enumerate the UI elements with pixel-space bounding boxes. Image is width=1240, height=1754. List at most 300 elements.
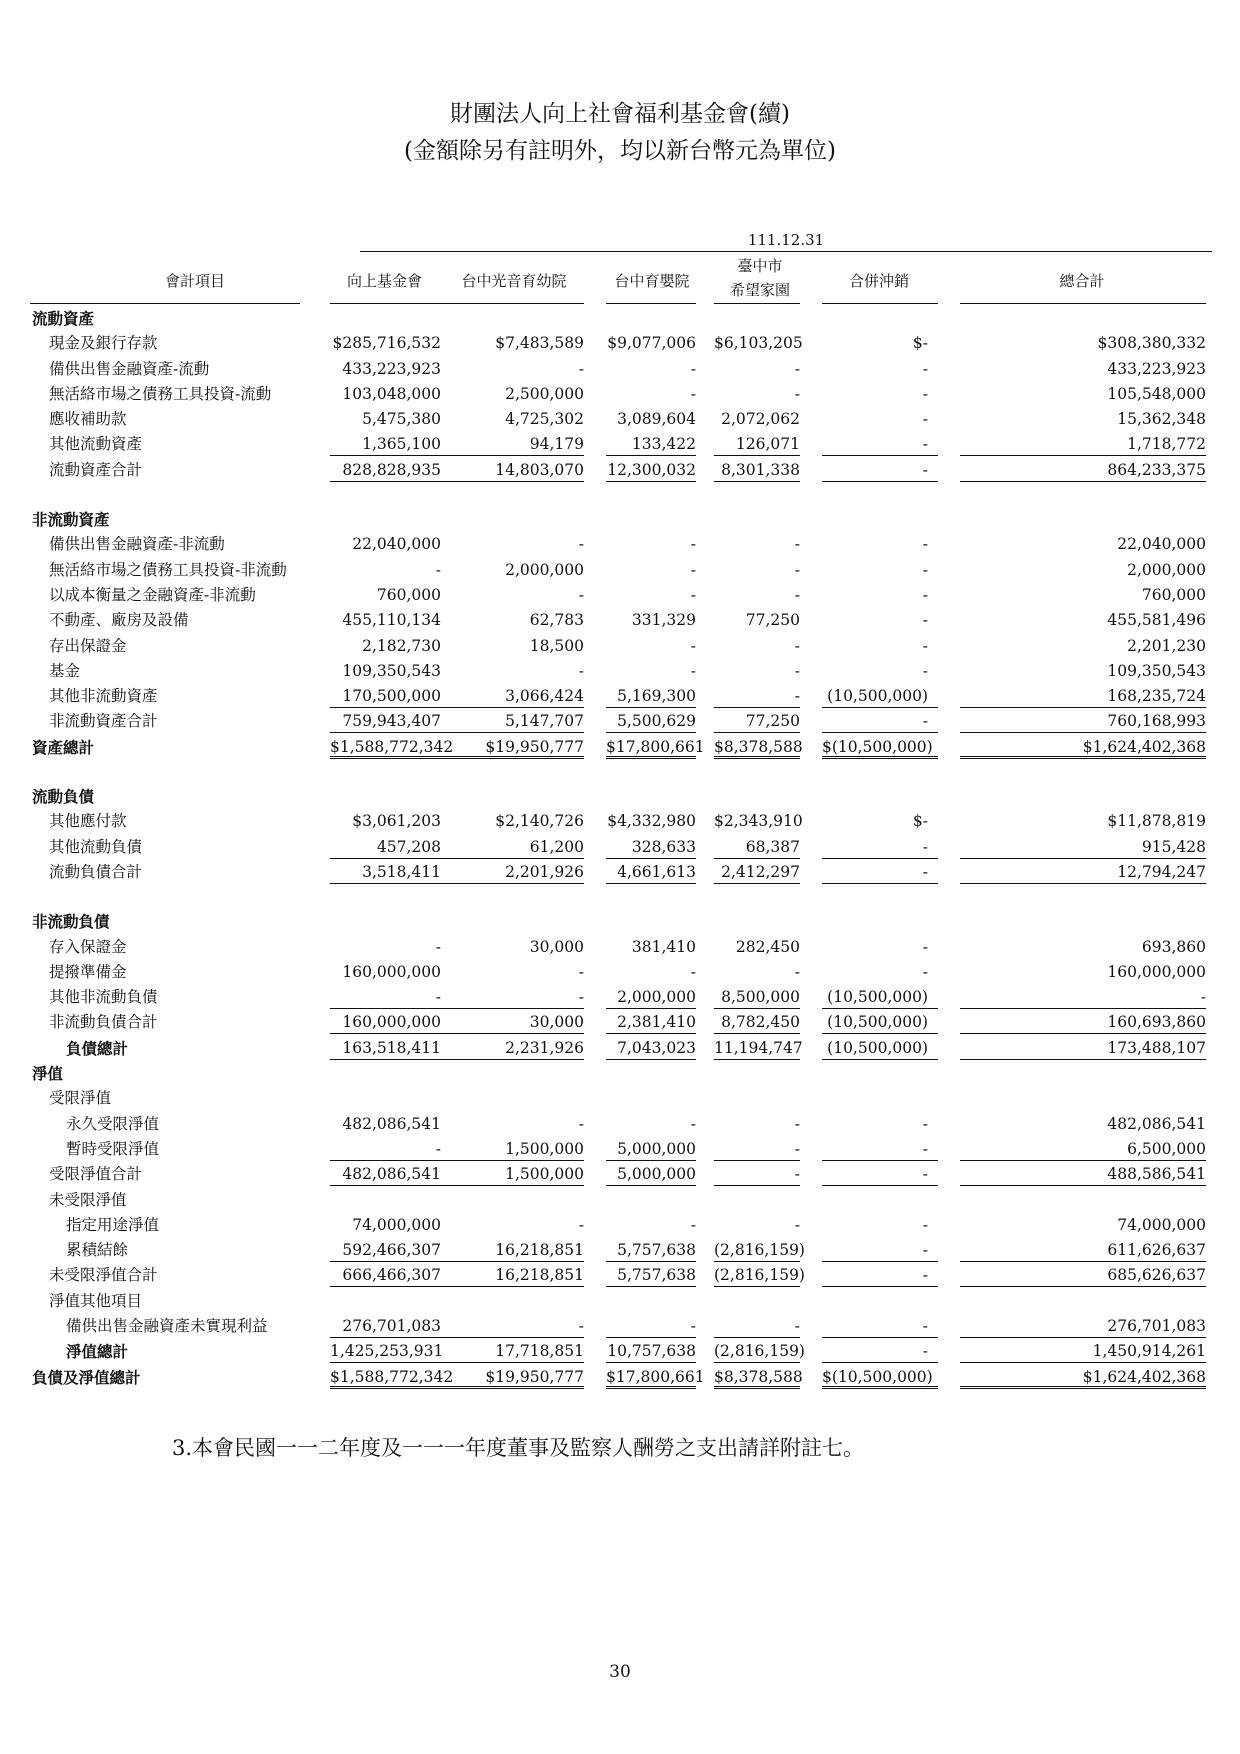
cell-elimination: -	[822, 458, 938, 482]
cell-hope-home: (2,816,159)	[714, 1339, 800, 1363]
cell-guangyin-orphanage: -	[578, 1114, 584, 1133]
cell-foundation: 276,701,083	[330, 1314, 441, 1338]
table-row	[30, 1289, 1212, 1314]
cell-foundation: $285,716,532	[332, 334, 441, 353]
header-underline	[960, 303, 1206, 304]
cell-infant-home: -	[606, 1314, 696, 1338]
header-underline	[714, 303, 800, 304]
header-underline	[606, 303, 696, 304]
cell-infant-home: $4,332,980	[607, 812, 696, 831]
row-label: 資產總計	[32, 737, 95, 757]
cell-infant-home: 5,500,629	[606, 709, 696, 733]
table-row	[30, 1213, 1212, 1238]
table-row	[30, 558, 1212, 583]
cell-foundation: 455,110,134	[342, 611, 441, 630]
cell-guangyin-orphanage: 17,718,851	[438, 1339, 584, 1363]
cell-foundation: $1,588,772,342	[330, 1365, 441, 1389]
cell-hope-home: -	[794, 661, 800, 680]
spacer-row	[30, 483, 1212, 507]
cell-elimination: (10,500,000)	[822, 1036, 938, 1060]
column-header	[30, 252, 1212, 306]
table-row	[30, 1365, 1212, 1390]
cell-total: 455,581,496	[1107, 611, 1206, 630]
row-label: 累積結餘	[66, 1241, 129, 1260]
cell-guangyin-orphanage: 4,725,302	[505, 410, 584, 429]
cell-foundation: 482,086,541	[342, 1114, 441, 1133]
table-row	[30, 784, 1212, 809]
cell-foundation: 170,500,000	[330, 684, 441, 708]
cell-infant-home: -	[690, 585, 696, 604]
cell-total: 105,548,000	[1107, 384, 1206, 403]
table-row	[30, 1339, 1212, 1364]
financial-table	[30, 228, 1212, 1390]
row-label: 受限淨值	[49, 1089, 112, 1108]
cell-infant-home: 5,757,638	[606, 1263, 696, 1287]
cell-foundation: 666,466,307	[330, 1263, 441, 1287]
cell-infant-home: $9,077,006	[607, 334, 696, 353]
row-label: 流動資產合計	[49, 460, 143, 479]
cell-guangyin-orphanage: 1,500,000	[438, 1162, 584, 1186]
cell-hope-home: 77,250	[745, 611, 800, 630]
cell-foundation: -	[435, 560, 441, 579]
cell-infant-home: 7,043,023	[606, 1036, 696, 1060]
cell-guangyin-orphanage: $19,950,777	[438, 735, 584, 759]
cell-elimination: -	[922, 937, 928, 956]
table-row	[30, 1238, 1212, 1263]
cell-elimination: $-	[912, 334, 928, 353]
cell-guangyin-orphanage: 30,000	[438, 1010, 584, 1034]
cell-guangyin-orphanage: -	[438, 985, 584, 1009]
row-label: 基金	[49, 661, 81, 680]
cell-hope-home: (2,816,159)	[714, 1238, 800, 1262]
cell-foundation: 160,000,000	[330, 1010, 441, 1034]
cell-elimination: $(10,500,000)	[822, 1365, 938, 1389]
cell-total: 109,350,543	[1107, 661, 1206, 680]
row-label: 淨值其他項目	[49, 1291, 143, 1310]
cell-total: 488,586,541	[960, 1162, 1206, 1186]
row-label: 其他流動負債	[49, 837, 143, 856]
cell-hope-home: 282,450	[735, 937, 800, 956]
cell-infant-home: 3,089,604	[617, 410, 696, 429]
cell-elimination: -	[822, 1137, 938, 1161]
footnote: 3.本會民國一一二年度及一一一年度董事及監察人酬勞之支出請詳附註七。	[172, 1436, 865, 1460]
cell-foundation: 482,086,541	[330, 1162, 441, 1186]
cell-hope-home: -	[794, 1215, 800, 1234]
cell-guangyin-orphanage: -	[578, 535, 584, 554]
cell-hope-home: (2,816,159)	[714, 1263, 800, 1287]
cell-elimination: -	[922, 611, 928, 630]
cell-guangyin-orphanage: 16,218,851	[438, 1238, 584, 1262]
cell-infant-home: -	[690, 1114, 696, 1133]
row-label: 其他非流動負債	[49, 988, 158, 1007]
row-label: 應收補助款	[49, 410, 127, 429]
header-hope-home-line1: 臺中市	[737, 257, 783, 275]
cell-infant-home: 381,410	[631, 937, 696, 956]
row-label: 不動產、廠房及設備	[49, 611, 189, 630]
table-row	[30, 985, 1212, 1010]
cell-elimination: -	[922, 359, 928, 378]
cell-elimination: -	[822, 709, 938, 733]
cell-infant-home: -	[690, 560, 696, 579]
cell-hope-home: -	[794, 962, 800, 981]
cell-total: 915,428	[960, 835, 1206, 859]
row-label: 備供出售金融資產-非流動	[49, 535, 225, 554]
row-label: 存入保證金	[49, 937, 127, 956]
row-label: 負債總計	[66, 1038, 129, 1058]
table-row	[30, 1112, 1212, 1137]
cell-hope-home: -	[794, 384, 800, 403]
cell-hope-home: $2,343,910	[714, 812, 803, 831]
cell-hope-home: -	[794, 585, 800, 604]
header-underline	[438, 303, 584, 304]
row-label: 流動負債	[32, 787, 95, 807]
cell-hope-home: -	[794, 359, 800, 378]
table-row	[30, 1162, 1212, 1187]
table-row	[30, 306, 1212, 331]
cell-elimination: -	[922, 410, 928, 429]
cell-guangyin-orphanage: -	[578, 1215, 584, 1234]
cell-foundation: -	[435, 937, 441, 956]
cell-total: 6,500,000	[960, 1137, 1206, 1161]
cell-infant-home: 133,422	[606, 432, 696, 456]
cell-total: 760,000	[1141, 585, 1206, 604]
table-row	[30, 684, 1212, 709]
cell-total: 15,362,348	[1117, 410, 1206, 429]
cell-foundation: 160,000,000	[342, 962, 441, 981]
cell-total: $308,380,332	[1097, 334, 1206, 353]
header-underline	[822, 303, 938, 304]
cell-guangyin-orphanage: -	[578, 585, 584, 604]
cell-infant-home: 5,169,300	[606, 684, 696, 708]
header-hope-home	[706, 254, 814, 302]
cell-total: 2,000,000	[1127, 560, 1206, 579]
cell-total: 74,000,000	[1117, 1215, 1206, 1234]
header-underline	[330, 303, 441, 304]
cell-hope-home: $8,378,588	[714, 735, 800, 759]
table-row	[30, 1263, 1212, 1288]
cell-total: 160,693,860	[960, 1010, 1206, 1034]
row-label: 現金及銀行存款	[49, 334, 158, 353]
cell-total: 168,235,724	[960, 684, 1206, 708]
table-row	[30, 458, 1212, 483]
cell-infant-home: 12,300,032	[606, 458, 696, 482]
cell-infant-home: 10,757,638	[606, 1339, 696, 1363]
cell-foundation: 74,000,000	[352, 1215, 441, 1234]
row-label: 未受限淨值合計	[49, 1266, 158, 1285]
cell-infant-home: -	[690, 636, 696, 655]
row-label: 備供出售金融資產-流動	[49, 359, 210, 378]
cell-elimination: -	[822, 1314, 938, 1338]
cell-total: -	[960, 985, 1206, 1009]
cell-elimination: (10,500,000)	[822, 1010, 938, 1034]
cell-guangyin-orphanage: 62,783	[529, 611, 584, 630]
cell-hope-home: 8,301,338	[714, 458, 800, 482]
table-row	[30, 935, 1212, 960]
table-row	[30, 709, 1212, 734]
cell-elimination: -	[822, 432, 938, 456]
cell-infant-home: 328,633	[606, 835, 696, 859]
cell-hope-home: 8,782,450	[714, 1010, 800, 1034]
cell-foundation: -	[330, 985, 441, 1009]
cell-infant-home: $17,800,661	[606, 735, 696, 759]
row-label: 非流動負債	[32, 912, 110, 932]
cell-hope-home: -	[794, 560, 800, 579]
table-row	[30, 835, 1212, 860]
table-row	[30, 357, 1212, 382]
cell-infant-home: 2,000,000	[606, 985, 696, 1009]
spacer-row	[30, 885, 1212, 909]
row-label: 無活絡市場之債務工具投資-流動	[49, 384, 272, 403]
header-infant-home: 台中育嬰院	[614, 272, 690, 290]
report-title: 財團法人向上社會福利基金會(續)	[450, 101, 790, 127]
cell-infant-home: 4,661,613	[606, 860, 696, 884]
header-item: 會計項目	[164, 272, 225, 290]
cell-total: 22,040,000	[1117, 535, 1206, 554]
cell-elimination: -	[922, 636, 928, 655]
table-row	[30, 659, 1212, 684]
cell-hope-home: -	[794, 636, 800, 655]
row-label: 非流動資產合計	[49, 712, 158, 731]
header-foundation: 向上基金會	[346, 272, 422, 290]
cell-infant-home: 2,381,410	[606, 1010, 696, 1034]
cell-elimination: -	[922, 384, 928, 403]
cell-elimination: -	[922, 560, 928, 579]
cell-infant-home: -	[690, 1215, 696, 1234]
cell-guangyin-orphanage: 5,147,707	[438, 709, 584, 733]
row-label: 負債及淨值總計	[32, 1367, 141, 1387]
header-total: 總合計	[1059, 272, 1105, 290]
table-row	[30, 608, 1212, 633]
cell-foundation: 2,182,730	[362, 636, 441, 655]
cell-infant-home: 5,000,000	[606, 1162, 696, 1186]
cell-infant-home: -	[690, 384, 696, 403]
cell-total: $11,878,819	[1107, 812, 1206, 831]
cell-foundation: 759,943,407	[330, 709, 441, 733]
cell-total: 160,000,000	[1107, 962, 1206, 981]
cell-infant-home: -	[690, 661, 696, 680]
cell-foundation: 5,475,380	[362, 410, 441, 429]
table-row	[30, 809, 1212, 834]
table-row	[30, 532, 1212, 557]
cell-total: 173,488,107	[960, 1036, 1206, 1060]
cell-elimination: $(10,500,000)	[822, 735, 938, 759]
table-row	[30, 1036, 1212, 1061]
cell-infant-home: -	[690, 962, 696, 981]
row-label: 以成本衡量之金融資產-非流動	[49, 585, 256, 604]
cell-total: 611,626,637	[960, 1238, 1206, 1262]
cell-guangyin-orphanage: 2,201,926	[438, 860, 584, 884]
cell-hope-home: $6,103,205	[714, 334, 803, 353]
cell-elimination: -	[922, 1114, 928, 1133]
cell-foundation: 433,223,923	[342, 359, 441, 378]
cell-elimination: -	[922, 585, 928, 604]
table-row	[30, 432, 1212, 457]
spacer-row	[30, 760, 1212, 784]
row-label: 流動負債合計	[49, 862, 143, 881]
cell-hope-home: -	[794, 535, 800, 554]
table-body	[30, 306, 1212, 1390]
cell-guangyin-orphanage: -	[438, 1314, 584, 1338]
cell-hope-home: -	[714, 1314, 800, 1338]
cell-total: 1,450,914,261	[960, 1339, 1206, 1363]
row-label: 流動資產	[32, 309, 95, 328]
cell-infant-home: 5,000,000	[606, 1137, 696, 1161]
cell-foundation: 592,466,307	[330, 1238, 441, 1262]
cell-elimination: -	[822, 1162, 938, 1186]
cell-foundation: 3,518,411	[330, 860, 441, 884]
header-guangyin-orphanage: 台中光音育幼院	[461, 272, 567, 290]
cell-foundation: 828,828,935	[330, 458, 441, 482]
cell-infant-home: -	[690, 359, 696, 378]
row-label: 非流動負債合計	[49, 1013, 158, 1032]
table-row	[30, 583, 1212, 608]
row-label: 指定用途淨值	[66, 1215, 160, 1234]
table-row	[30, 1061, 1212, 1086]
cell-elimination: -	[822, 1263, 938, 1287]
row-label: 無活絡市場之債務工具投資-非流動	[49, 560, 287, 579]
cell-hope-home: 8,500,000	[714, 985, 800, 1009]
cell-hope-home: 77,250	[714, 709, 800, 733]
cell-guangyin-orphanage: 61,200	[438, 835, 584, 859]
table-row	[30, 909, 1212, 934]
cell-infant-home: 5,757,638	[606, 1238, 696, 1262]
cell-guangyin-orphanage: 3,066,424	[438, 684, 584, 708]
cell-infant-home: -	[690, 535, 696, 554]
cell-hope-home: 11,194,747	[714, 1036, 800, 1060]
cell-elimination: -	[922, 962, 928, 981]
row-label: 存出保證金	[49, 636, 127, 655]
table-row	[30, 860, 1212, 885]
table-row	[30, 1188, 1212, 1213]
table-row	[30, 634, 1212, 659]
cell-elimination: $-	[912, 812, 928, 831]
cell-guangyin-orphanage: 1,500,000	[438, 1137, 584, 1161]
row-label: 受限淨值合計	[49, 1165, 143, 1184]
cell-guangyin-orphanage: -	[578, 962, 584, 981]
row-label: 永久受限淨值	[66, 1114, 160, 1133]
date-header	[30, 228, 1212, 252]
cell-guangyin-orphanage: 30,000	[529, 937, 584, 956]
cell-total: $1,624,402,368	[960, 735, 1206, 759]
cell-guangyin-orphanage: $2,140,726	[495, 812, 584, 831]
row-label: 暫時受限淨值	[66, 1139, 160, 1158]
cell-elimination: -	[822, 835, 938, 859]
cell-total: 693,860	[1141, 937, 1206, 956]
cell-guangyin-orphanage: -	[578, 661, 584, 680]
cell-foundation: 1,425,253,931	[330, 1339, 441, 1363]
header-elimination: 合併沖銷	[848, 272, 909, 290]
cell-hope-home: 2,412,297	[714, 860, 800, 884]
table-row	[30, 507, 1212, 532]
cell-elimination: -	[822, 1339, 938, 1363]
cell-elimination: (10,500,000)	[822, 985, 938, 1009]
cell-total: $1,624,402,368	[960, 1365, 1206, 1389]
row-label: 其他流動資產	[49, 435, 143, 454]
cell-total: 2,201,230	[1127, 636, 1206, 655]
cell-infant-home: 331,329	[631, 611, 696, 630]
cell-guangyin-orphanage: 94,179	[438, 432, 584, 456]
report-date: 111.12.31	[747, 231, 825, 249]
cell-total: 685,626,637	[960, 1263, 1206, 1287]
cell-elimination: -	[922, 1215, 928, 1234]
cell-hope-home: 68,387	[714, 835, 800, 859]
header-underline	[30, 303, 300, 304]
cell-guangyin-orphanage: -	[578, 359, 584, 378]
cell-hope-home: 2,072,062	[721, 410, 800, 429]
table-row	[30, 382, 1212, 407]
cell-guangyin-orphanage: $7,483,589	[495, 334, 584, 353]
cell-foundation: 457,208	[330, 835, 441, 859]
row-label: 未受限淨值	[49, 1190, 127, 1209]
table-row	[30, 1010, 1212, 1035]
cell-total: 276,701,083	[960, 1314, 1206, 1338]
cell-guangyin-orphanage: 2,500,000	[505, 384, 584, 403]
table-row	[30, 960, 1212, 985]
row-label: 其他非流動資產	[49, 687, 158, 706]
cell-hope-home: -	[794, 1114, 800, 1133]
cell-total: 864,233,375	[960, 458, 1206, 482]
page-number: 30	[609, 1662, 631, 1682]
cell-foundation: 163,518,411	[330, 1036, 441, 1060]
row-label: 非流動資產	[32, 510, 110, 530]
cell-elimination: -	[922, 535, 928, 554]
report-subtitle: (金額除另有註明外，均以新台幣元為單位)	[404, 138, 836, 164]
cell-total: 433,223,923	[1107, 359, 1206, 378]
cell-foundation: 1,365,100	[330, 432, 441, 456]
cell-guangyin-orphanage: 14,803,070	[438, 458, 584, 482]
cell-guangyin-orphanage: 2,231,926	[438, 1036, 584, 1060]
table-row	[30, 1137, 1212, 1162]
cell-hope-home: $8,378,588	[714, 1365, 800, 1389]
cell-infant-home: $17,800,661	[606, 1365, 696, 1389]
cell-guangyin-orphanage: 2,000,000	[505, 560, 584, 579]
table-row	[30, 735, 1212, 760]
row-label: 淨值	[32, 1064, 64, 1084]
cell-guangyin-orphanage: 16,218,851	[438, 1263, 584, 1287]
cell-total: 760,168,993	[960, 709, 1206, 733]
cell-total: 482,086,541	[1107, 1114, 1206, 1133]
cell-foundation: 109,350,543	[342, 661, 441, 680]
cell-guangyin-orphanage: $19,950,777	[438, 1365, 584, 1389]
cell-total: 1,718,772	[960, 432, 1206, 456]
cell-foundation: 760,000	[376, 585, 441, 604]
cell-hope-home: 126,071	[714, 432, 800, 456]
cell-hope-home: -	[714, 684, 800, 708]
cell-foundation: 22,040,000	[352, 535, 441, 554]
cell-foundation: $1,588,772,342	[330, 735, 441, 759]
cell-elimination: (10,500,000)	[822, 684, 938, 708]
row-label: 其他應付款	[49, 812, 127, 831]
cell-elimination: -	[822, 1238, 938, 1262]
cell-foundation: $3,061,203	[352, 812, 441, 831]
header-hope-home-line2: 希望家園	[729, 281, 790, 299]
table-row	[30, 1086, 1212, 1111]
row-label: 淨值總計	[66, 1342, 129, 1362]
cell-elimination: -	[822, 860, 938, 884]
cell-total: 12,794,247	[960, 860, 1206, 884]
table-row	[30, 331, 1212, 356]
cell-foundation: -	[330, 1137, 441, 1161]
cell-elimination: -	[922, 661, 928, 680]
cell-foundation: 103,048,000	[342, 384, 441, 403]
cell-hope-home: -	[714, 1162, 800, 1186]
row-label: 提撥準備金	[49, 962, 127, 981]
cell-guangyin-orphanage: 18,500	[529, 636, 584, 655]
row-label: 備供出售金融資產未實現利益	[66, 1316, 268, 1335]
table-row	[30, 1314, 1212, 1339]
table-row	[30, 407, 1212, 432]
cell-hope-home: -	[714, 1137, 800, 1161]
